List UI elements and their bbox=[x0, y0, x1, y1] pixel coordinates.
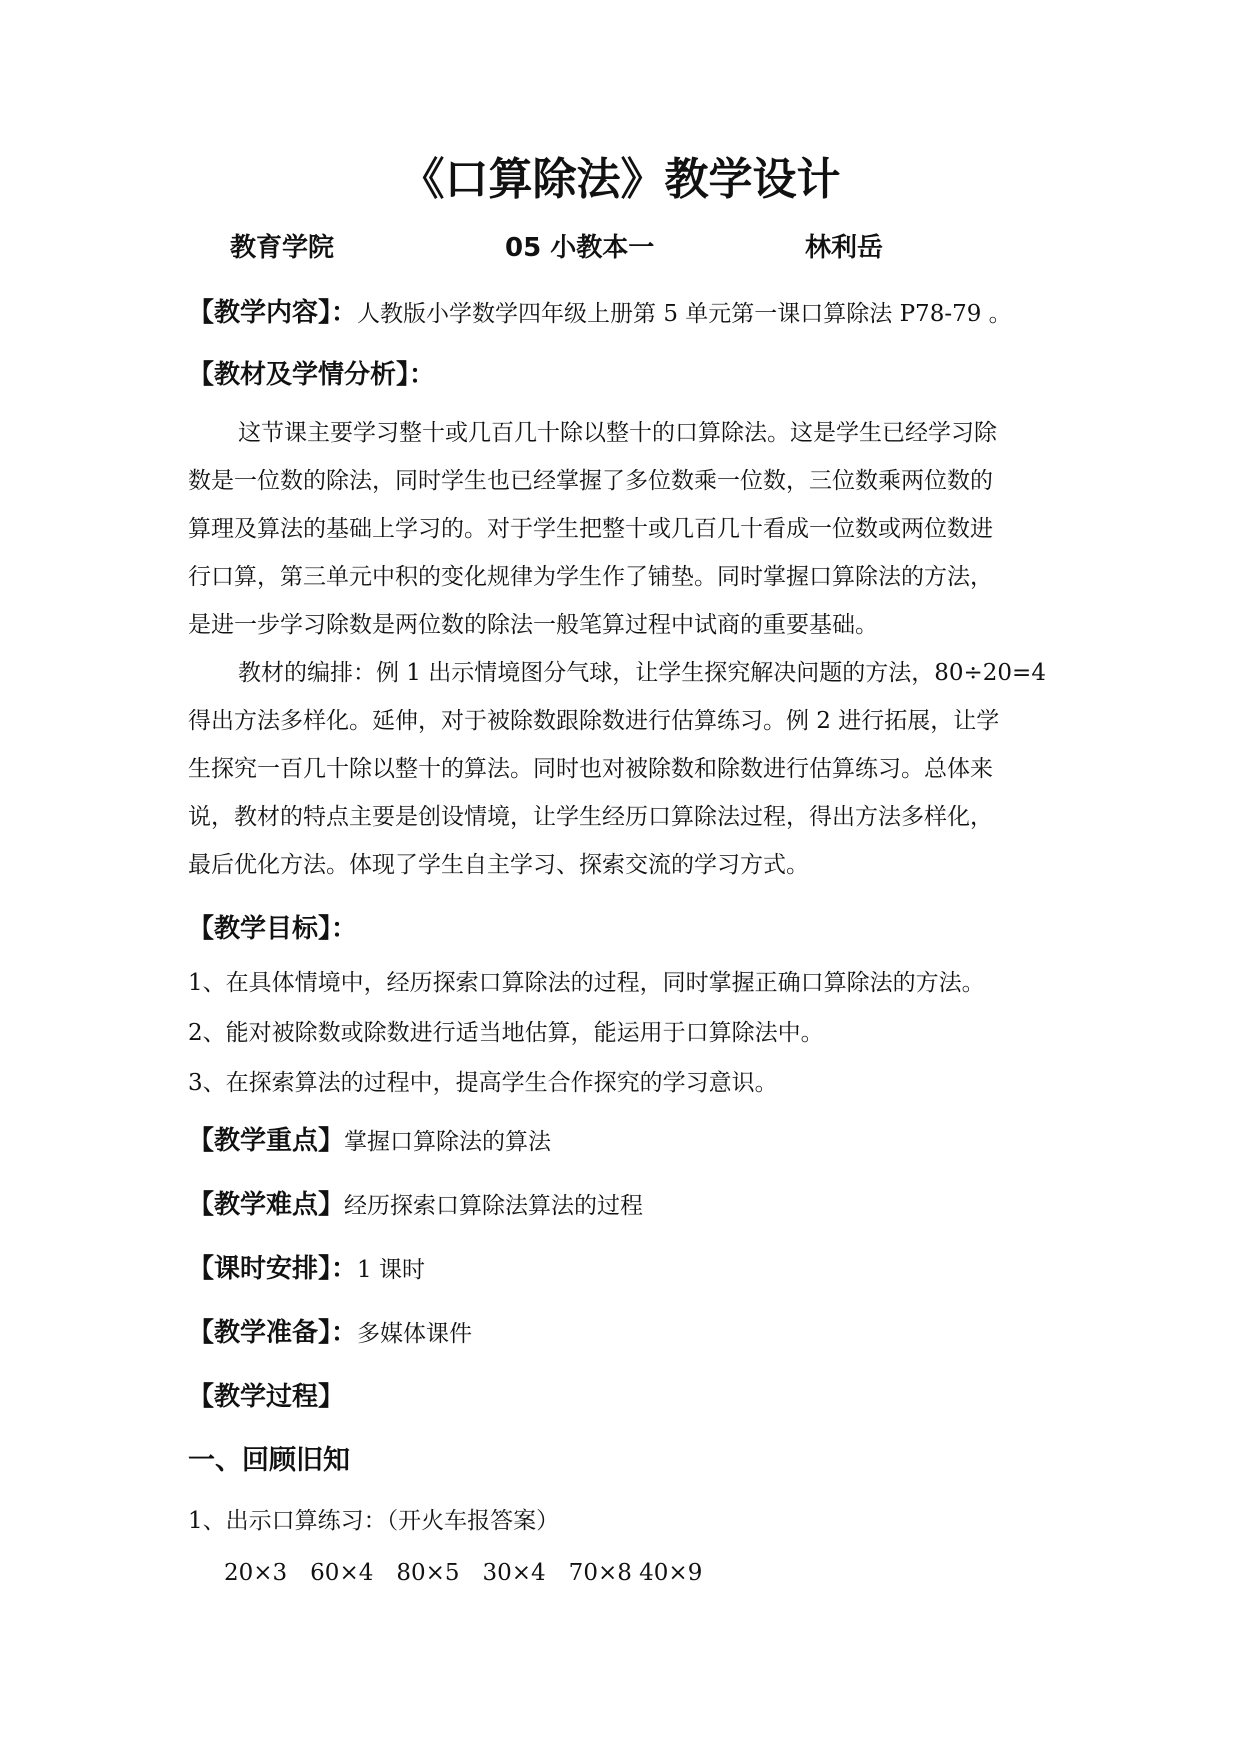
analysis-paragraph-line: 数是一位数的除法，同时学生也已经掌握了多位数乘一位数，三位数乘两位数的 bbox=[188, 468, 993, 494]
analysis-section bbox=[188, 358, 1068, 393]
review-exercises: 20×3 60×4 80×5 30×4 70×8 40×9 bbox=[224, 1560, 703, 1586]
author-school: 教育学院 bbox=[230, 233, 335, 263]
author-name: 林利岳 bbox=[805, 233, 884, 263]
materials-paragraph-line: 生探究一百几十除以整十的算法。同时也对被除数和除数进行估算练习。总体来 bbox=[188, 756, 993, 782]
difficulty-section bbox=[188, 1188, 1068, 1223]
analysis-label: 【教材及学情分析】： bbox=[188, 360, 436, 390]
schedule-section bbox=[188, 1252, 1068, 1287]
key-point-section bbox=[188, 1124, 1068, 1159]
author-class: 05 小教本一 bbox=[505, 233, 655, 263]
review-heading: 一、回顾旧知 bbox=[188, 1445, 350, 1476]
review-item: 1、出示口算练习：（开火车报答案） bbox=[188, 1508, 560, 1534]
schedule-label: 【课时安排】： bbox=[188, 1254, 358, 1284]
analysis-paragraph-line: 算理及算法的基础上学习的。对于学生把整十或几百几十看成一位数或两位数进 bbox=[188, 516, 993, 542]
prep-label: 【教学准备】： bbox=[188, 1318, 358, 1348]
difficulty-text: 经历探索口算除法算法的过程 bbox=[344, 1193, 644, 1219]
schedule-text: 1 课时 bbox=[357, 1257, 425, 1283]
process-label: 【教学过程】 bbox=[188, 1382, 345, 1412]
process-section bbox=[188, 1380, 1068, 1415]
goals-label: 【教学目标】： bbox=[188, 914, 358, 944]
goal-item: 2、能对被除数或除数进行适当地估算，能运用于口算除法中。 bbox=[188, 1020, 824, 1046]
goal-item: 3、在探索算法的过程中，提高学生合作探究的学习意识。 bbox=[188, 1070, 778, 1096]
content-section bbox=[188, 296, 1068, 331]
key-point-label: 【教学重点】 bbox=[188, 1126, 345, 1156]
analysis-paragraph-line: 这节课主要学习整十或几百几十除以整十的口算除法。这是学生已经学习除 bbox=[238, 420, 997, 446]
key-point-text: 掌握口算除法的算法 bbox=[344, 1129, 552, 1155]
materials-paragraph-line: 得出方法多样化。延伸，对于被除数跟除数进行估算练习。例 2 进行拓展，让学 bbox=[188, 708, 1000, 734]
materials-paragraph-line: 教材的编排：例 1 出示情境图分气球，让学生探究解决问题的方法，80÷20=4 bbox=[238, 660, 1046, 686]
content-text: 人教版小学数学四年级上册第 5 单元第一课口算除法 P78-79 。 bbox=[357, 301, 1012, 327]
difficulty-label: 【教学难点】 bbox=[188, 1190, 345, 1220]
analysis-paragraph-line: 是进一步学习除数是两位数的除法一般笔算过程中试商的重要基础。 bbox=[188, 612, 878, 638]
document-title: 《口算除法》教学设计 bbox=[400, 154, 841, 205]
prep-text: 多媒体课件 bbox=[357, 1321, 473, 1347]
goal-item: 1、在具体情境中，经历探索口算除法的过程，同时掌握正确口算除法的方法。 bbox=[188, 970, 985, 996]
materials-paragraph-line: 最后优化方法。体现了学生自主学习、探索交流的学习方式。 bbox=[188, 852, 809, 878]
analysis-paragraph-line: 行口算，第三单元中积的变化规律为学生作了铺垫。同时掌握口算除法的方法， bbox=[188, 564, 993, 590]
materials-paragraph-line: 说，教材的特点主要是创设情境，让学生经历口算除法过程，得出方法多样化， bbox=[188, 804, 993, 830]
prep-section bbox=[188, 1316, 1068, 1351]
goals-section bbox=[188, 912, 1068, 947]
content-label: 【教学内容】： bbox=[188, 298, 358, 328]
